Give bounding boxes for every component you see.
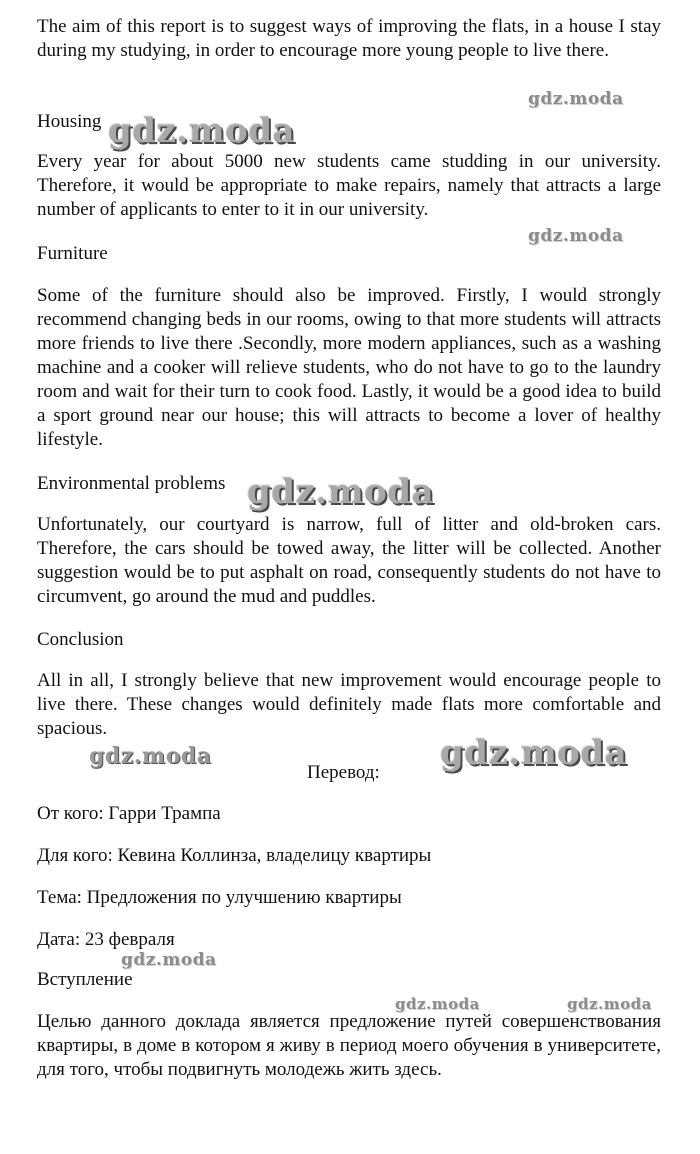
conclusion-heading: Conclusion: [37, 629, 124, 650]
housing-paragraph: Every year for about 5000 new students came studding in our university. Therefore, it would be appropriate to make repairs, namely that attracts a large number of applicants to enter to it in our university.: [37, 151, 661, 220]
watermark-logo: gdz.moda: [121, 950, 217, 970]
watermark-logo: gdz.moda: [440, 733, 628, 773]
intro-paragraph-ru: Целью данного доклада является предложение путей совершенствования квартиры, в доме в котором я живу в период моего обучения в университете, для того, чтобы подвигнуть молодежь жить здесь.: [37, 1011, 661, 1080]
furniture-heading: Furniture: [37, 243, 108, 264]
date-line: Дата: 23 февраля: [37, 929, 175, 950]
watermark-logo: gdz.moda: [528, 89, 624, 109]
watermark-logo: gdz.moda: [247, 472, 435, 512]
intro-heading-ru: Вступление: [37, 969, 133, 990]
watermark-logo: gdz.moda: [395, 995, 480, 1013]
housing-heading: Housing: [37, 111, 102, 132]
watermark-logo: gdz.moda: [89, 743, 212, 769]
environment-paragraph: Unfortunately, our courtyard is narrow, full of litter and old-broken cars. Therefore, the cars should be towed away, the litter will be collected. Another suggestion would be to put asphalt on road, consequently students do not have to circumvent, go around the mud and puddles.: [37, 514, 661, 607]
environment-heading: Environmental problems: [37, 473, 226, 494]
to-line: Для кого: Кевина Коллинза, владелицу квартиры: [37, 845, 432, 866]
subject-line: Тема: Предложения по улучшению квартиры: [37, 887, 402, 908]
watermark-logo: gdz.moda: [567, 995, 652, 1013]
from-line: От кого: Гарри Трампа: [37, 803, 221, 824]
translation-heading: Перевод:: [307, 762, 380, 783]
watermark-logo: gdz.moda: [108, 111, 296, 151]
watermark-logo: gdz.moda: [528, 226, 624, 246]
furniture-paragraph: Some of the furniture should also be improved. Firstly, I would strongly recommend changing beds in our rooms, owing to that more students will attracts more friends to live there .Secondly, more modern appliances, such as a washing machine and a cooker will relieve students, who do not have to go to the laundry room and wait for their turn to cook food. Lastly, it would be a good idea to build a sport ground near our house; this will attracts to become a lover of healthy lifestyle.: [37, 285, 661, 450]
intro-paragraph: The aim of this report is to suggest ways of improving the flats, in a house I stay during my studying, in order to encourage more young people to live there.: [37, 16, 661, 61]
conclusion-paragraph: All in all, I strongly believe that new improvement would encourage people to live there. These changes would definitely made flats more comfortable and spacious.: [37, 670, 661, 739]
